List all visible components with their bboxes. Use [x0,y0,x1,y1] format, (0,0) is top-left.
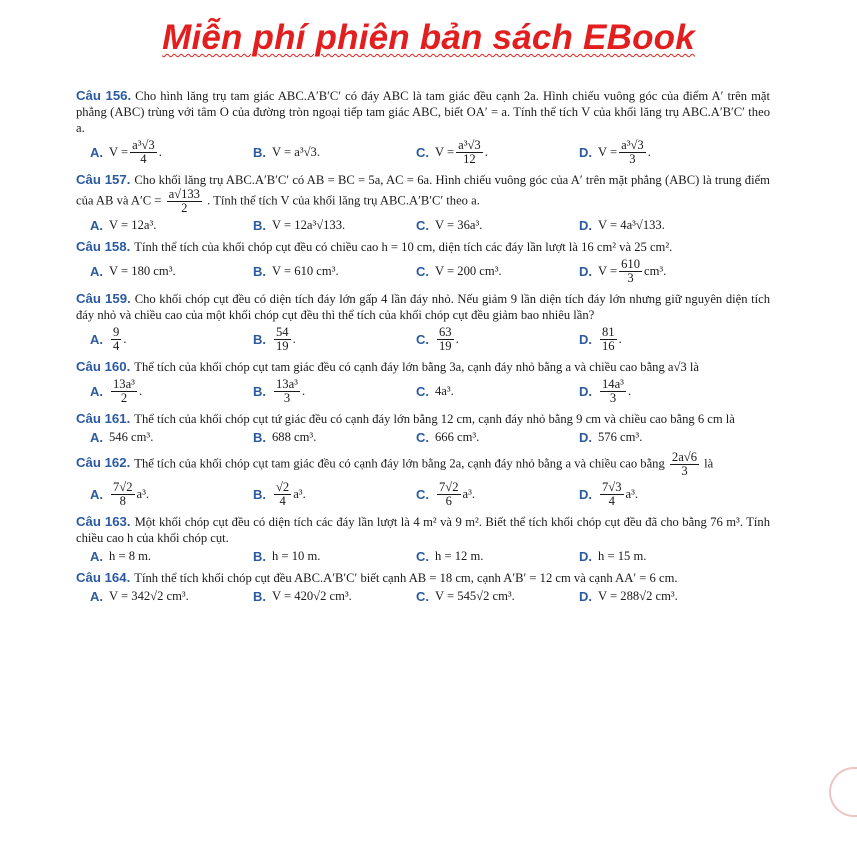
fraction-numerator: a³√3 [621,138,644,152]
fraction-denominator: 2 [181,201,188,215]
answer-option [76,378,239,405]
answer-option [565,481,728,508]
question-text: Một khối chóp cụt đều có diện tích các đáy lần lượt là 4 m² và 9 m². Biết thể tích khối chóp cụt đều đã cho bằng 76 m³. Tính chiều cao h của khối chóp cụt. [76,515,771,545]
option-value: V = 288√2 cm³. [598,589,678,603]
fraction-denominator: 19 [439,339,452,353]
option-fraction [600,481,624,508]
option-letter: A. [90,487,103,502]
answer-option [239,378,402,405]
fraction-denominator: 2 [120,391,128,405]
option-letter: D. [579,145,592,160]
answer-option [239,218,402,233]
question-stem [76,88,770,136]
option-value: 666 cm³. [435,430,480,444]
answer-option [239,326,402,353]
fraction-numerator: a√133 [168,187,200,201]
question-text-end: . Tính thể tích V của khối lăng trụ ABC.A′B′C′ theo a. [207,193,480,208]
question-text: Thể tích của khối chóp cụt tam giác đều có cạnh đáy lớn bằng 3a, cạnh đáy nhỏ bằng a và chiều cao bằng a√3 là [134,360,699,374]
option-fraction [600,326,617,353]
option-fraction [619,258,642,285]
answer-option [565,139,728,166]
question-number: Câu 164. [76,570,131,585]
watermark-seal [829,767,857,817]
question-block [76,239,770,291]
answer-option [402,218,565,233]
question-text: Tính thể tích khối chóp cụt đều ABC.A′B′C′ biết cạnh AB = 18 cm, cạnh A′B′ = 12 cm và cạnh AA′ = 6 cm. [134,571,678,585]
option-letter: A. [90,264,103,279]
question-stem [76,291,770,323]
option-letter: C. [416,487,429,502]
question-block [76,570,770,610]
fraction-denominator: 3 [609,391,617,405]
option-suffix: a³. [462,487,476,501]
option-suffix: . [647,145,651,159]
question-block [76,359,770,411]
question-stem [76,570,770,586]
option-letter: B. [253,145,266,160]
option-value: h = 12 m. [435,549,484,563]
answer-option [402,589,565,604]
fraction-denominator: 4 [608,494,615,508]
fraction-denominator: 3 [681,464,688,478]
question-block [76,514,770,570]
option-suffix: . [301,384,306,398]
answer-option [76,139,239,166]
option-letter: C. [416,430,429,445]
question-number: Câu 162. [76,455,131,471]
option-value: V = 610 cm³. [272,264,339,278]
answer-option [565,258,728,285]
answer-options [76,481,770,508]
fraction-numerator: 7√2 [113,480,133,494]
question-stem [76,239,770,255]
option-letter: C. [416,332,429,347]
option-letter: D. [579,218,592,233]
answer-options [76,326,770,353]
option-prefix: V = [598,264,618,278]
option-letter: B. [253,384,266,399]
answer-option [565,430,728,445]
fraction-denominator: 4 [113,339,120,353]
fraction-numerator: 14a³ [602,377,624,391]
answer-options [76,378,770,405]
fraction-numerator: 2a√6 [671,450,698,464]
option-value: 4a³. [435,384,454,398]
fraction-denominator: 6 [445,494,452,508]
question-text: Thể tích của khối chóp cụt tứ giác đều có cạnh đáy lớn bằng 12 cm, cạnh đáy nhỏ bằng 9 cm và chiều cao bằng 6 cm là [134,412,735,426]
option-letter: D. [579,487,592,502]
fraction-denominator: 4 [279,494,286,508]
answer-options [76,258,770,285]
answer-option [76,218,239,233]
inline-fraction [167,188,202,215]
fraction-denominator: 16 [602,339,615,353]
option-letter: D. [579,332,592,347]
question-text: Cho khối lăng trụ ABC.A′B′C′ có AB = BC = 5a, AC = 6a. Hình chiếu vuông góc của A′ trên mặt phẳng (ABC) là trung điểm của AB và A′C = [76,173,770,208]
option-letter: C. [416,264,429,279]
answer-option [402,326,565,353]
option-fraction [274,481,291,508]
answer-option [565,549,728,564]
question-text: Cho hình lăng trụ tam giác ABC.A′B′C′ có đáy ABC là tam giác đều cạnh 2a. Hình chiếu vuông góc của điểm A′ trên mặt phẳng (ABC) trùng với tâm O của đường tròn ngoại tiếp tam giác ABC, biết OA′ = a. Tính thể tích V của khối lăng trụ ABC.A′B′C′ theo a. [76,89,770,135]
answer-option [76,264,239,279]
answer-options [76,549,770,564]
option-letter: B. [253,487,266,502]
answer-option [565,589,728,604]
option-value: V = a³√3. [272,145,320,159]
question-text: Cho khối chóp cụt đều có diện tích đáy lớn gấp 4 lần đáy nhỏ. Nếu giảm 9 lần diện tích đáy lớn nhưng giữ nguyên diện tích đáy nhỏ và chiều cao của một khối chóp cụt đều thì thể tích của khối chóp cụt đều giảm bao nhiêu lần? [76,292,770,322]
option-value: 546 cm³. [109,430,154,444]
option-value: h = 15 m. [598,549,647,563]
option-value: V = 12a³√133. [272,218,346,232]
answer-option [565,326,728,353]
fraction-denominator: 3 [283,391,291,405]
answer-option [402,430,565,445]
option-letter: A. [90,332,103,347]
option-letter: B. [253,430,266,445]
answer-option [239,481,402,508]
option-letter: D. [579,264,592,279]
answer-option [565,378,728,405]
fraction-numerator: 63 [439,325,452,339]
option-letter: D. [579,549,592,564]
option-letter: A. [90,218,103,233]
fraction-numerator: a³√3 [458,138,481,152]
option-suffix: . [292,332,296,346]
fraction-numerator: √2 [276,480,290,494]
option-value: h = 8 m. [109,549,152,563]
option-suffix: . [455,332,459,346]
option-fraction [111,378,137,405]
option-letter: C. [416,218,429,233]
answer-option [239,430,402,445]
option-letter: D. [579,430,592,445]
option-value: V = 4a³√133. [598,218,665,232]
question-stem [76,359,770,375]
answer-options [76,218,770,233]
question-stem [76,451,770,478]
option-prefix: V = [598,145,618,159]
option-letter: A. [90,145,103,160]
fraction-numerator: 7√2 [439,480,459,494]
question-number: Câu 160. [76,359,131,374]
option-letter: A. [90,430,103,445]
option-prefix: V = [109,145,129,159]
option-suffix: a³. [293,487,306,501]
option-fraction [619,139,646,166]
question-stem [76,514,770,546]
answer-option [76,481,239,508]
fraction-numerator: 13a³ [276,377,298,391]
fraction-denominator: 19 [276,339,289,353]
option-value: V = 200 cm³. [435,264,502,278]
answer-option [239,145,402,160]
option-suffix: . [484,145,488,159]
option-prefix: V = [435,145,455,159]
question-block [76,172,770,239]
answer-option [239,549,402,564]
question-number: Câu 156. [76,88,132,103]
answer-option [402,139,565,166]
option-letter: A. [90,589,103,604]
question-stem [76,172,770,215]
option-fraction [274,378,300,405]
fraction-denominator: 3 [629,152,636,166]
option-letter: A. [90,384,103,399]
fraction-numerator: a³√3 [132,138,155,152]
option-letter: B. [253,332,266,347]
fraction-denominator: 3 [627,271,634,285]
answer-option [76,589,239,604]
question-text-end: là [704,456,714,471]
option-suffix: . [138,384,143,398]
answer-option [239,589,402,604]
option-value: h = 10 m. [272,549,321,563]
option-letter: D. [579,589,592,604]
answer-option [402,549,565,564]
option-fraction [437,326,454,353]
fraction-numerator: 54 [276,325,289,339]
option-value: V = 420√2 cm³. [272,589,352,603]
question-number: Câu 157. [76,172,131,187]
option-letter: C. [416,589,429,604]
option-suffix: . [627,384,632,398]
answer-option [76,549,239,564]
option-fraction [111,326,121,353]
fraction-numerator: 13a³ [113,377,135,391]
option-value: V = 12a³. [109,218,157,232]
option-letter: C. [416,145,429,160]
option-fraction [111,481,135,508]
option-fraction [456,139,483,166]
option-letter: A. [90,549,103,564]
question-block [76,291,770,359]
question-text: Thể tích của khối chóp cụt tam giác đều có cạnh đáy lớn bằng 2a, cạnh đáy nhỏ bằng a và chiều cao bằng [134,456,665,471]
fraction-denominator: 4 [140,152,147,166]
option-letter: B. [253,218,266,233]
option-fraction [274,326,291,353]
option-fraction [437,481,461,508]
question-block [76,451,770,514]
question-spacer [76,607,770,610]
question-number: Câu 158. [76,239,131,254]
option-suffix: . [123,332,127,346]
fraction-numerator: 610 [621,257,641,271]
question-number: Câu 159. [76,291,131,306]
option-letter: B. [253,589,266,604]
answer-option [76,430,239,445]
answer-option [402,481,565,508]
question-stem [76,411,770,427]
answer-option [402,384,565,399]
option-fraction [600,378,626,405]
question-number: Câu 163. [76,514,131,529]
option-suffix: . [158,145,162,159]
option-letter: C. [416,549,429,564]
option-value: V = 545√2 cm³. [435,589,515,603]
question-block [76,411,770,451]
option-value: 688 cm³. [272,430,317,444]
answer-options [76,430,770,445]
option-suffix: cm³. [644,264,667,278]
option-value: V = 180 cm³. [109,264,176,278]
answer-options [76,589,770,604]
fraction-denominator: 8 [119,494,126,508]
option-value: 576 cm³. [598,430,643,444]
answer-option [565,218,728,233]
question-text: Tính thể tích của khối chóp cụt đều có chiều cao h = 10 cm, diện tích các đáy lần lượt là 16 cm² và 25 cm². [134,240,673,254]
answer-option [76,326,239,353]
option-value: V = 36a³. [435,218,483,232]
answer-option [239,264,402,279]
answer-option [402,264,565,279]
option-letter: D. [579,384,592,399]
option-suffix: a³. [625,487,639,501]
question-number: Câu 161. [76,411,131,426]
fraction-numerator: 9 [113,325,120,339]
option-letter: B. [253,549,266,564]
question-block [76,88,770,172]
option-letter: B. [253,264,266,279]
fraction-denominator: 12 [463,152,476,166]
option-suffix: a³. [136,487,150,501]
answer-options [76,139,770,166]
option-value: V = 342√2 cm³. [109,589,189,603]
option-letter: C. [416,384,429,399]
fraction-numerator: 81 [602,325,615,339]
option-suffix: . [618,332,622,346]
fraction-numerator: 7√3 [602,480,622,494]
question-list [76,88,770,610]
inline-fraction [670,451,699,478]
option-fraction [130,139,157,166]
ebook-banner-title: Miễn phí phiên bản sách EBook [162,18,695,57]
